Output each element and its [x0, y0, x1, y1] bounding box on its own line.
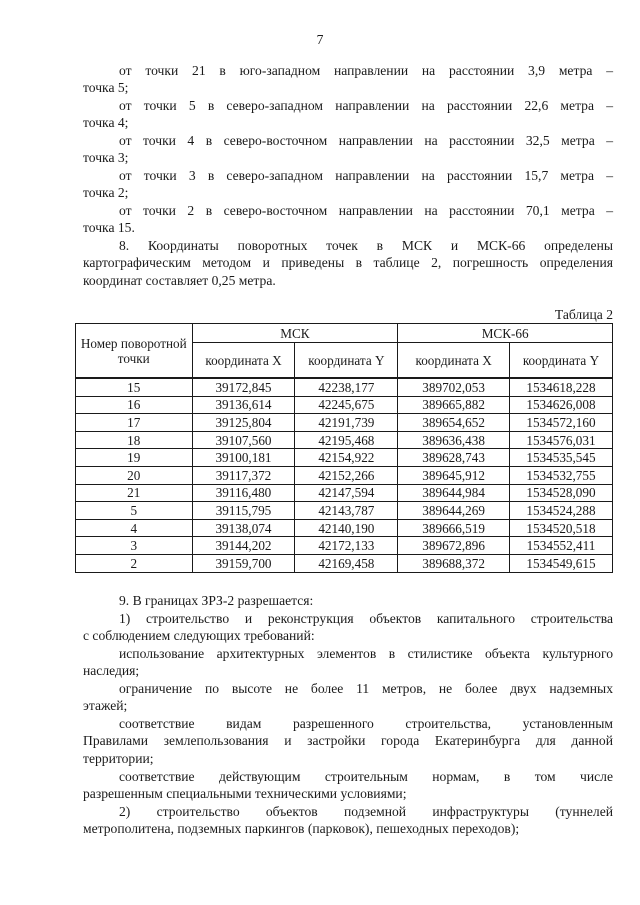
table-row: [76, 449, 613, 467]
direction-paragraph-3: [83, 132, 613, 167]
msk66-y-cell: 1534626,008: [509, 396, 612, 414]
msk66-x-cell: 389636,438: [398, 431, 510, 449]
requirement-1-paragraph: [83, 645, 613, 680]
point-number-cell: 16: [76, 396, 193, 414]
point-number-cell: 15: [76, 378, 193, 396]
requirement-2-paragraph: [83, 680, 613, 715]
msk66-y-cell: 1534552,411: [509, 537, 612, 555]
table-row: [76, 502, 613, 520]
msk-x-cell: 39172,845: [192, 378, 295, 396]
point-number-header: Номер поворотной точки: [76, 324, 193, 379]
msk-x-cell: 39107,560: [192, 431, 295, 449]
direction-paragraph-2: [83, 97, 613, 132]
msk-y-cell: 42191,739: [295, 414, 398, 432]
item-9-sub1-line: 1) строительство и реконструкция объектов капитального строительства: [119, 611, 613, 626]
requirement-line: наследия;: [83, 663, 140, 679]
point-number-cell: 3: [76, 537, 193, 555]
msk66-y-cell: 1534520,518: [509, 519, 612, 537]
msk66-y-cell: 1534532,755: [509, 466, 612, 484]
item-9-heading: 9. В границах ЗРЗ-2 разрешается:: [119, 593, 314, 608]
table-row: [76, 414, 613, 432]
point-number-cell: 21: [76, 484, 193, 502]
point-number-cell: 5: [76, 502, 193, 520]
msk-x-cell: 39125,804: [192, 414, 295, 432]
page-number: 7: [316, 32, 324, 47]
msk66-x-cell: 389666,519: [398, 519, 510, 537]
msk-x-cell: 39117,372: [192, 466, 295, 484]
direction-line: точка 2;: [83, 185, 129, 201]
point-number-cell: 20: [76, 466, 193, 484]
msk-x-cell: 39115,795: [192, 502, 295, 520]
msk66-y-cell: 1534535,545: [509, 449, 612, 467]
msk-y-cell: 42154,922: [295, 449, 398, 467]
msk66-y-header: координата Y: [509, 343, 612, 379]
msk66-y-cell: 1534549,615: [509, 554, 612, 572]
msk66-y-cell: 1534618,228: [509, 378, 612, 396]
msk66-y-cell: 1534524,288: [509, 502, 612, 520]
direction-line: точка 15.: [83, 220, 135, 236]
msk-x-cell: 39138,074: [192, 519, 295, 537]
direction-line: точка 5;: [83, 80, 129, 96]
requirement-line: разрешенным специальными техническими условиями;: [83, 786, 407, 802]
item-8-paragraph: [83, 237, 613, 289]
msk-y-cell: 42169,458: [295, 554, 398, 572]
msk-x-header: координата X: [192, 343, 295, 379]
requirement-4-paragraph: [83, 768, 613, 803]
point-number-cell: 18: [76, 431, 193, 449]
requirement-line: Правилами землепользования и застройки города Екатеринбурга для данной: [83, 733, 613, 749]
direction-line: от точки 21 в юго-западном направлении на расстоянии 3,9 метра –: [119, 63, 613, 78]
direction-line: точка 3;: [83, 150, 129, 166]
point-number-cell: 17: [76, 414, 193, 432]
msk66-x-cell: 389672,896: [398, 537, 510, 555]
requirement-line: использование архитектурных элементов в стилистике объекта культурного: [119, 646, 613, 661]
direction-line: точка 4;: [83, 115, 129, 131]
direction-line: от точки 3 в северо-западном направлении на расстоянии 15,7 метра –: [119, 168, 613, 183]
msk-y-cell: 42172,133: [295, 537, 398, 555]
item-9-sub2-line: метрополитена, подземных паркингов (парковок), пешеходных переходов);: [83, 821, 520, 837]
direction-paragraph-4: [83, 167, 613, 202]
coordinates-table: [75, 323, 613, 573]
requirement-line: ограничение по высоте не более 11 метров, не более двух надземных: [119, 681, 613, 696]
msk66-y-cell: 1534576,031: [509, 431, 612, 449]
msk-x-cell: 39144,202: [192, 537, 295, 555]
msk66-x-cell: 389688,372: [398, 554, 510, 572]
requirement-line: соответствие видам разрешенного строительства, установленным: [119, 716, 613, 731]
item-9-sub2-line: 2) строительство объектов подземной инфраструктуры (туннелей: [119, 804, 613, 819]
msk66-y-cell: 1534528,090: [509, 484, 612, 502]
msk66-x-cell: 389654,652: [398, 414, 510, 432]
requirement-line: территории;: [83, 750, 154, 766]
msk-y-cell: 42195,468: [295, 431, 398, 449]
item-8-line: координат составляет 0,25 метра.: [83, 272, 276, 288]
item-8-line: 8. Координаты поворотных точек в МСК и МСК-66 определены: [119, 238, 613, 253]
table-row: [76, 466, 613, 484]
msk-header: МСК: [192, 324, 398, 343]
item-8-line: картографическим методом и приведены в таблице 2, погрешность определения: [83, 255, 613, 271]
direction-paragraph-5: [83, 202, 613, 237]
requirement-3-paragraph: [83, 715, 613, 767]
msk-y-cell: 42245,675: [295, 396, 398, 414]
msk-y-cell: 42143,787: [295, 502, 398, 520]
item-9-sub2-paragraph: [83, 803, 613, 838]
direction-line: от точки 4 в северо-восточном направлении на расстоянии 32,5 метра –: [119, 133, 613, 148]
msk-y-cell: 42140,190: [295, 519, 398, 537]
table-row: [76, 537, 613, 555]
item-9-sub1-line: с соблюдением следующих требований:: [83, 628, 315, 644]
table-row: [76, 431, 613, 449]
table-caption: Таблица 2: [554, 307, 613, 322]
msk66-x-cell: 389702,053: [398, 378, 510, 396]
direction-line: от точки 2 в северо-восточном направлении на расстоянии 70,1 метра –: [119, 203, 613, 218]
direction-line: от точки 5 в северо-западном направлении на расстоянии 22,6 метра –: [119, 98, 613, 113]
msk66-y-cell: 1534572,160: [509, 414, 612, 432]
item-9-heading-paragraph: [83, 592, 613, 609]
msk-y-header: координата Y: [295, 343, 398, 379]
msk66-x-header: координата X: [398, 343, 510, 379]
item-9-sub1-paragraph: [83, 610, 613, 645]
table-row: [76, 396, 613, 414]
msk66-x-cell: 389645,912: [398, 466, 510, 484]
msk66-x-cell: 389628,743: [398, 449, 510, 467]
table-row: [76, 378, 613, 396]
msk-y-cell: 42152,266: [295, 466, 398, 484]
msk66-header: МСК-66: [398, 324, 613, 343]
msk-x-cell: 39116,480: [192, 484, 295, 502]
point-number-cell: 19: [76, 449, 193, 467]
requirement-line: соответствие действующим строительным нормам, в том числе: [119, 769, 613, 784]
table-row: [76, 484, 613, 502]
msk-x-cell: 39100,181: [192, 449, 295, 467]
msk-y-cell: 42147,594: [295, 484, 398, 502]
msk66-x-cell: 389644,984: [398, 484, 510, 502]
requirement-line: этажей;: [83, 698, 128, 714]
msk66-x-cell: 389665,882: [398, 396, 510, 414]
msk-y-cell: 42238,177: [295, 378, 398, 396]
point-number-cell: 2: [76, 554, 193, 572]
direction-paragraph-1: [83, 62, 613, 97]
table-row: [76, 554, 613, 572]
table-row: [76, 519, 613, 537]
point-number-cell: 4: [76, 519, 193, 537]
msk-x-cell: 39159,700: [192, 554, 295, 572]
msk-x-cell: 39136,614: [192, 396, 295, 414]
msk66-x-cell: 389644,269: [398, 502, 510, 520]
